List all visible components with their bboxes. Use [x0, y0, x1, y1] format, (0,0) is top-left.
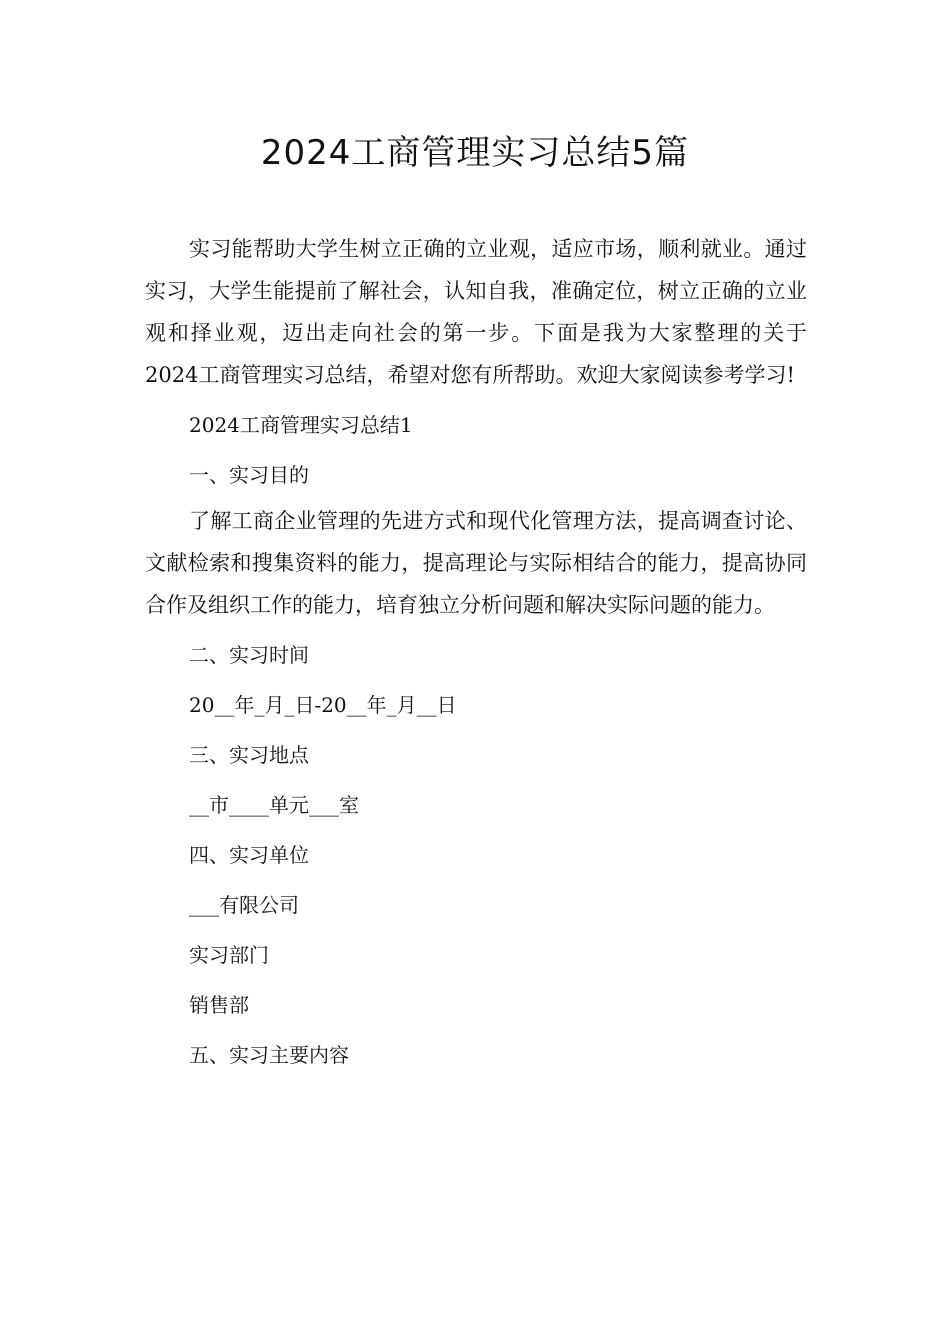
time-value: 20__年_月_日-20__年_月__日 — [189, 693, 457, 717]
unit-heading: 四、实习单位 — [189, 843, 309, 867]
unit-value: ___有限公司 — [189, 893, 299, 917]
document-title: 2024工商管理实习总结5篇 — [260, 133, 690, 173]
time-heading: 二、实习时间 — [189, 643, 309, 667]
intro-paragraph: 实习能帮助大学生树立正确的立业观，适应市场，顺利就业。通过实习，大学生能提前了解社会，认知自我，准确定位，树立正确的立业观和择业观，迈出走向社会的第一步。下面是我为大家整理的关于2024工商管理实习总结，希望对您有所帮助。欢迎大家阅读参考学习! — [145, 237, 807, 387]
purpose-heading: 一、实习目的 — [189, 463, 309, 487]
purpose-paragraph: 了解工商企业管理的先进方式和现代化管理方法，提高调查讨论、文献检索和搜集资料的能力，提高理论与实际相结合的能力，提高协同合作及组织工作的能力，培育独立分析问题和解决实际问题的能力。 — [145, 509, 807, 617]
place-heading: 三、实习地点 — [189, 743, 309, 767]
place-value: __市____单元___室 — [189, 793, 359, 817]
document-body — [145, 228, 807, 1080]
dept-label: 实习部门 — [189, 943, 269, 967]
content-heading: 五、实习主要内容 — [189, 1043, 349, 1067]
section-title: 2024工商管理实习总结1 — [189, 413, 413, 437]
dept-value: 销售部 — [189, 993, 249, 1017]
